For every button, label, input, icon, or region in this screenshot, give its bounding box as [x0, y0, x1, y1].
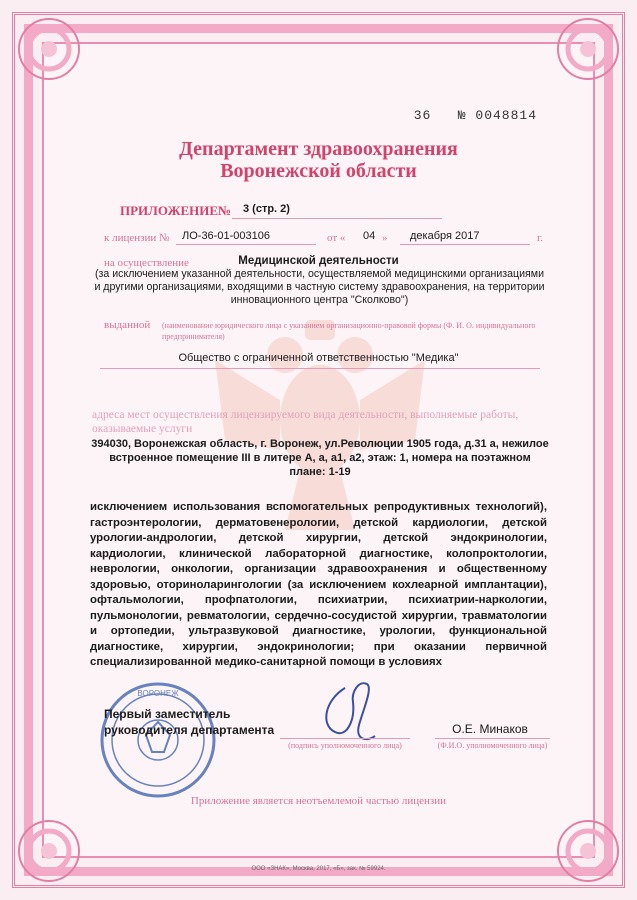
license-day: 04 — [363, 230, 376, 242]
signatory-position-line1: Первый заместитель — [104, 707, 231, 721]
signatory-name-underline — [435, 738, 550, 739]
license-month-year: декабря 2017 — [410, 230, 480, 242]
serial-number — [414, 108, 537, 123]
license-date-underline — [400, 244, 530, 245]
address-text: 394030, Воронежская область, г. Воронеж, ул.Революции 1905 года, д.31 а, нежилое встроенное помещение III в литере А, а, а1, а2, этаж: 1, номера на поэтажном плане: 1-19 — [91, 438, 549, 478]
appendix-underline — [232, 218, 442, 219]
license-underline — [176, 244, 316, 245]
official-round-stamp-icon — [98, 680, 218, 800]
addresses-label: адреса мест осуществления лицензируемого вида деятельности, выполняемые работы, оказываемые услуги — [92, 409, 519, 435]
organization-name: Общество с ограниченной ответственностью "Медика" — [178, 352, 459, 364]
signatory-name: О.Е. Минаков — [452, 722, 528, 736]
signature-line — [280, 738, 410, 739]
issued-to-hint: (наименование юридического лица с указанием организационно-правовой формы (Ф. И. О. индивидуального предпринимателя) — [162, 321, 536, 341]
activity-title: Медицинской деятельности — [238, 255, 399, 267]
license-label: к лицензии № — [104, 232, 170, 244]
appendix-number-sign: № — [218, 203, 232, 218]
license-day-close: » — [382, 232, 388, 244]
issuer-title-line1: Департамент здравоохранения — [179, 138, 458, 160]
serial-value: 0048814 — [475, 108, 537, 123]
signatory-name-hint: (Ф.И.О. уполномоченного лица) — [437, 741, 548, 750]
services-text: исключением использования вспомогательных репродуктивных технологий), гастроэнтерологии, дерматовенерологии, детской кардиологии, детской урологии-андрологии, детской хирургии, детской эндокринологии, кардиологии, клинической лабораторной диагностике, колопроктологии, неврологии, онкологии, организации здравоохранения и общественному здоровью, оториноларингологии (за исключением кохлеарной имплантации), офтальмологии, профпатологии, психиатрии, психиатрии-наркологии, пульмонологии, ревматологии, сердечно-сосудистой хирургии, травматологии и ортопедии, ультразвуковой диагностике, урологии, функциональной диагностике, хирургии, эндокринологии; при оказании первичной специализированной медико-санитарной помощи в условиях — [90, 501, 547, 668]
issued-to-label: выданной — [104, 319, 151, 331]
activity-detail: (за исключением указанной деятельности, осуществляемой медицинскими организациями и другими организациями, входящими в частную систему здравоохранения, на территории инновационного центра "Сколково") — [94, 268, 545, 306]
serial-number-sign: № — [457, 108, 467, 123]
stamp-text: ВОРОНЕЖ — [137, 689, 179, 698]
serial-series: 36 — [413, 108, 432, 123]
corner-rosette-icon — [14, 14, 84, 84]
printer-note: ООО «ЗНАК», Москва, 2017, «Б», зак. № 59924. — [251, 866, 386, 872]
footer-note: Приложение является неотъемлемой частью лицензии — [190, 795, 447, 807]
corner-rosette-icon — [553, 816, 623, 886]
license-date-from-label: от « — [327, 232, 346, 244]
activity-label: на осуществление — [104, 257, 189, 269]
license-year-suffix: г. — [537, 232, 544, 244]
appendix-label: ПРИЛОЖЕНИЕ — [120, 203, 219, 218]
corner-rosette-icon — [553, 14, 623, 84]
issuer-title-line2: Воронежской области — [220, 160, 417, 182]
appendix-value: 3 (стр. 2) — [243, 203, 290, 215]
license-number: ЛО-36-01-003106 — [182, 230, 270, 242]
organization-underline — [100, 368, 540, 369]
signature-hint: (подпись уполномоченного лица) — [288, 741, 402, 750]
signatory-position-line2: руководителя департамента — [104, 723, 275, 737]
corner-rosette-icon — [14, 816, 84, 886]
